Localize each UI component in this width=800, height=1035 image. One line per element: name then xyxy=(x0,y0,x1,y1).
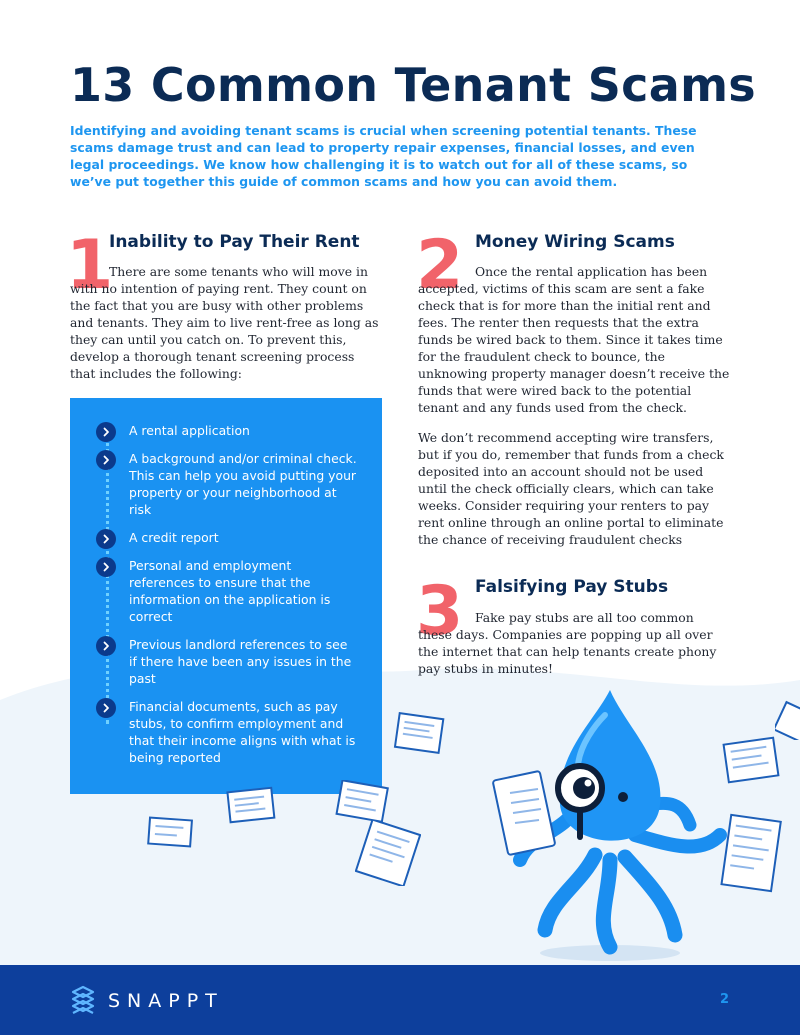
section-2-number: 2 xyxy=(416,226,464,305)
list-item xyxy=(96,698,358,766)
section-3-text: Fake pay stubs are all too common these days. Companies are popping up all over the internet that can help tenants create phony pay stubs in minutes! xyxy=(418,610,717,676)
chevron-right-icon xyxy=(96,698,116,718)
list-item xyxy=(96,529,358,546)
chevron-right-icon xyxy=(96,557,116,577)
intro-paragraph: Identifying and avoiding tenant scams is crucial when screening potential tenants. These scams damage trust and can lead to property repair expenses, financial losses, and even legal proceedings. We know how challenging it is to watch out for all of these scams, so we’ve put together this guide of common scams and how you can avoid them. xyxy=(70,123,697,189)
chevron-right-icon xyxy=(96,529,116,549)
section-1-text: There are some tenants who will move in with no intention of paying rent. They count on the fact that you are busy with other problems and tenants. They aim to live rent-free as long as they can until you catch on. To prevent this, develop a thorough tenant screening process that includes the following: xyxy=(70,264,379,381)
list-item-text: A background and/or criminal check. This can help you avoid putting your property or your neighborhood at risk xyxy=(129,451,357,517)
screening-checklist xyxy=(70,398,382,794)
list-item xyxy=(96,557,358,625)
octopus-mascot-illustration xyxy=(460,685,750,965)
list-item-text: A credit report xyxy=(129,530,219,545)
list-item xyxy=(96,422,358,439)
list-item xyxy=(96,636,358,687)
page-number: 2 xyxy=(720,992,730,1007)
checklist-items xyxy=(96,422,358,777)
section-2-text-2: We don’t recommend accepting wire transfers, but if you do, remember that funds from a check deposited into an account should not be used until the check officially clears, which can take weeks. Consider requiring your renters to pay rent online through an online portal to eliminate the chance of receiving fraudulent checks xyxy=(418,430,724,547)
section-1-number: 1 xyxy=(66,226,114,305)
section-2-text-1: Once the rental application has been accepted, victims of this scam are sent a fake check that is for more than the initial rent and fees. The renter then requests that the extra funds be wired back to them. Since it takes time for the fraudulent check to bounce, the unknowing property manager doesn’t receive the funds that were wired back to the potential tenant and any funds used from the check. xyxy=(418,264,730,415)
page-footer xyxy=(0,965,800,1035)
chevron-right-icon xyxy=(96,422,116,442)
document-icon xyxy=(355,820,421,886)
document-icon xyxy=(335,780,389,824)
section-2-title: Money Wiring Scams xyxy=(475,232,675,252)
snappt-logo-icon xyxy=(70,985,96,1017)
brand-name: SNAPPT xyxy=(108,990,224,1012)
list-item-text: A rental application xyxy=(129,423,250,438)
chevron-right-icon xyxy=(96,450,116,470)
list-item-text: Personal and employment references to ensure that the information on the application is correct xyxy=(129,558,331,624)
section-3-title: Falsifying Pay Stubs xyxy=(475,577,669,597)
document-icon xyxy=(775,700,800,740)
brand-logo xyxy=(70,985,224,1017)
list-item-text: Previous landlord references to see if there have been any issues in the past xyxy=(129,637,352,686)
page-title: 13 Common Tenant Scams xyxy=(70,58,756,112)
section-1-title: Inability to Pay Their Rent xyxy=(109,232,360,252)
list-item-text: Financial documents, such as pay stubs, to confirm employment and that their income aligns with what is being reported xyxy=(129,699,356,765)
chevron-right-icon xyxy=(96,636,116,656)
list-item xyxy=(96,450,358,518)
document-icon xyxy=(145,815,195,851)
document-icon xyxy=(393,712,445,756)
document-icon xyxy=(225,786,277,826)
section-3-number: 3 xyxy=(416,572,464,651)
